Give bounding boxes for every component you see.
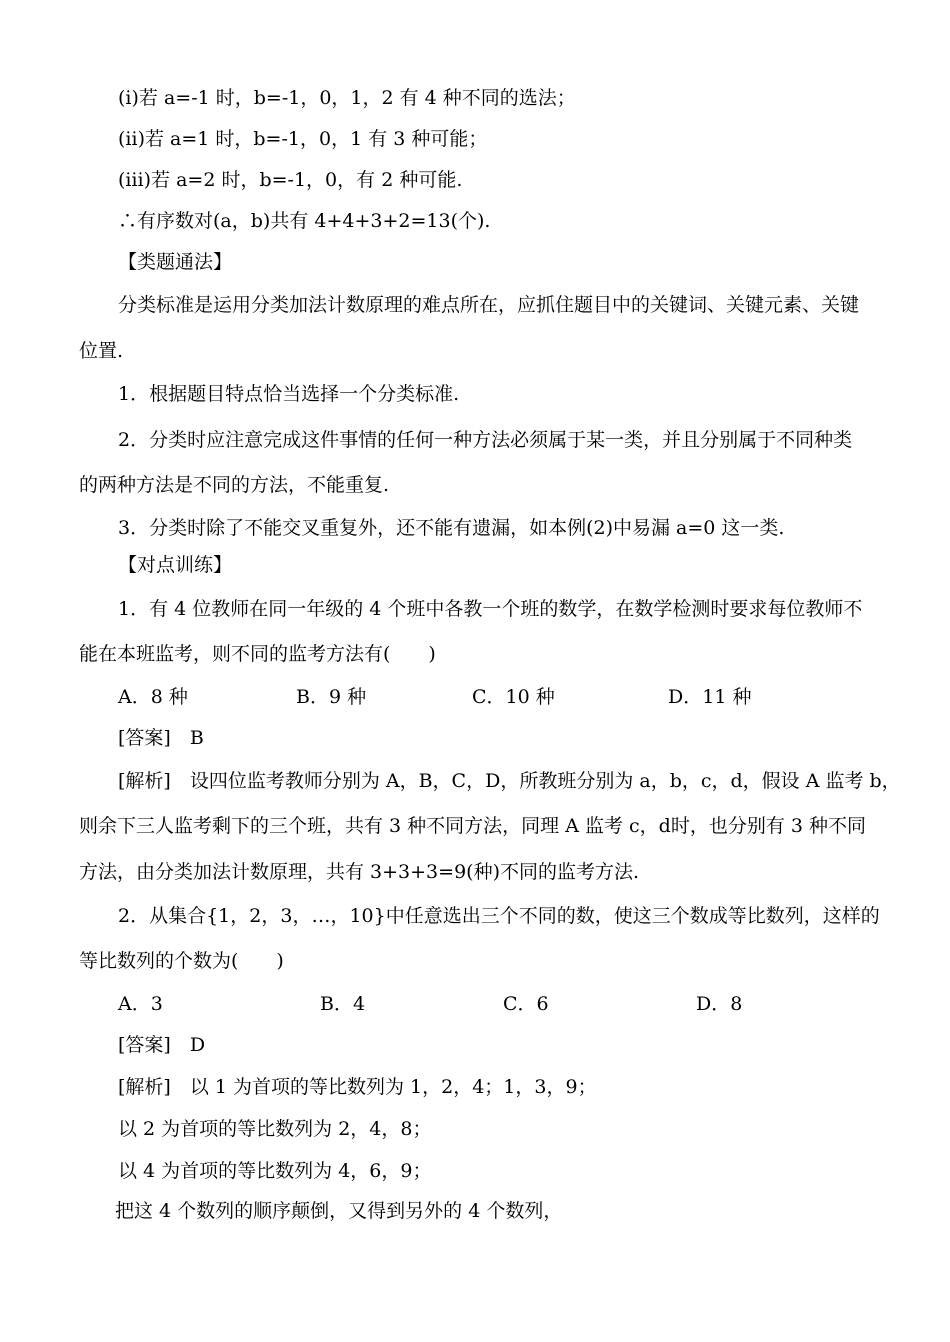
question-1-stem-cont: 能在本班监考，则不同的监考方法有( ) (79, 643, 436, 665)
text-line: 位置. (79, 340, 124, 362)
text-line: 分类标准是运用分类加法计数原理的难点所在，应抓住题目中的关键词、关键元素、关键 (118, 294, 860, 316)
analysis-2: [解析] 以 1 为首项的等比数列为 1，2，4；1，3，9； (118, 1076, 597, 1098)
question-2-stem: 2．从集合{1，2，3，…，10}中任意选出三个不同的数，使这三个数成等比数列，这样的 (118, 905, 880, 927)
answer-1: [答案] B (118, 727, 204, 749)
analysis-1-cont: 则余下三人监考剩下的三个班，共有 3 种不同方法，同理 A 监考 c，d时，也分别有 3 种不同 (79, 815, 866, 837)
option-b: B．9 种 (296, 686, 367, 708)
text-line: 1．根据题目特点恰当选择一个分类标准. (118, 383, 460, 405)
text-line: 3．分类时除了不能交叉重复外，还不能有遗漏，如本例(2)中易漏 a=0 这一类. (118, 517, 785, 539)
analysis-2-cont: 以 4 为首项的等比数列为 4，6，9； (118, 1160, 432, 1182)
option-d: D．8 (696, 993, 743, 1015)
option-b: B．4 (320, 993, 366, 1015)
section-heading: 【类题通法】 (118, 251, 233, 273)
text-line: (ⅱ)若 a=1 时，b=-1，0，1 有 3 种可能； (118, 128, 488, 150)
question-2-stem-cont: 等比数列的个数为( ) (79, 950, 284, 972)
option-c: C．10 种 (472, 686, 555, 708)
option-c: C．6 (503, 993, 549, 1015)
section-heading: 【对点训练】 (118, 554, 233, 576)
text-line: (ⅲ)若 a=2 时，b=-1，0，有 2 种可能. (118, 169, 463, 191)
text-line: (ⅰ)若 a=-1 时，b=-1，0，1，2 有 4 种不同的选法； (118, 87, 576, 109)
option-a: A．3 (118, 993, 163, 1015)
option-a: A．8 种 (118, 686, 188, 708)
text-line: ∴有序数对(a，b)共有 4+4+3+2=13(个). (118, 210, 491, 232)
question-1-stem: 1．有 4 位教师在同一年级的 4 个班中各教一个班的数学，在数学检测时要求每位教师不 (118, 598, 863, 620)
analysis-2-cont: 以 2 为首项的等比数列为 2，4，8； (118, 1118, 432, 1140)
text-line: 的两种方法是不同的方法，不能重复. (79, 474, 390, 496)
text-line: 2．分类时应注意完成这件事情的任何一种方法必须属于某一类，并且分别属于不同种类 (118, 429, 853, 451)
option-d: D．11 种 (668, 686, 752, 708)
analysis-2-cont: 把这 4 个数列的顺序颠倒，又得到另外的 4 个数列， (115, 1200, 563, 1222)
analysis-1: [解析] 设四位监考教师分别为 A，B，C，D，所教班分别为 a，b，c，d，假设 A 监考 b， (118, 770, 901, 792)
answer-2: [答案] D (118, 1034, 206, 1056)
analysis-1-cont: 方法，由分类加法计数原理，共有 3+3+3=9(种)不同的监考方法. (79, 861, 640, 883)
